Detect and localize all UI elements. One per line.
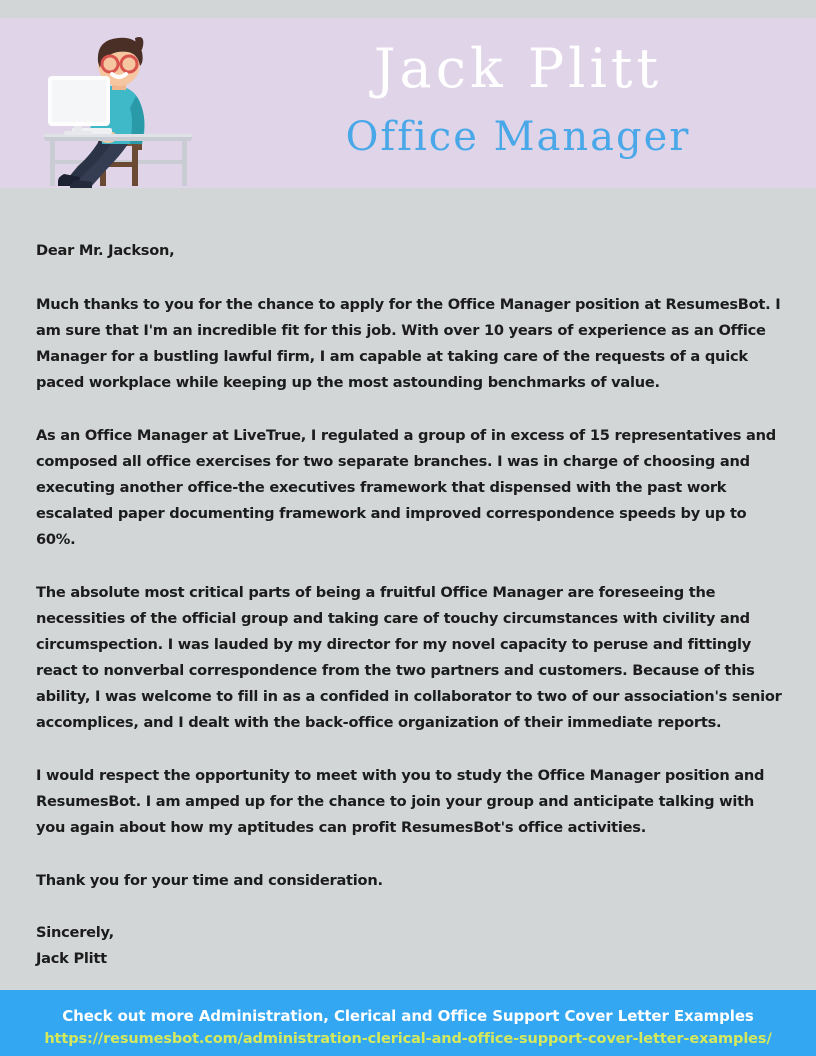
thank-you-line: Thank you for your time and consideration. xyxy=(36,872,383,889)
footer-banner xyxy=(0,990,816,1056)
salutation: Dear Mr. Jackson, xyxy=(36,242,175,259)
letter-paragraph: Much thanks to you for the chance to apply for the Office Manager position at ResumesBot. I am sure that I'm an incredible fit for this job. With over 10 years of experience as an Office Manager for a bustling lawful firm, I am capable at taking care of the requests of a quick paced workplace while keeping up the most astounding benchmarks of value. xyxy=(36,296,781,391)
footer-url-link[interactable]: https://resumesbot.com/administration-clerical-and-office-support-cover-letter-examples/ xyxy=(44,1031,772,1047)
cover-letter-body xyxy=(36,238,782,972)
job-title: Office Manager xyxy=(345,114,691,160)
letter-paragraph: I would respect the opportunity to meet with you to study the Office Manager position and ResumesBot. I am amped up for the chance to join your group and anticipate talking with you again about how my aptitudes can profit ResumesBot's office activities. xyxy=(36,767,765,836)
closing-block xyxy=(36,920,782,972)
page-title: Jack Plitt xyxy=(373,37,663,100)
header-band xyxy=(0,18,816,188)
letter-paragraph: The absolute most critical parts of being a fruitful Office Manager are foreseeing the necessities of the official group and taking care of touchy circumstances with civility and circumspection. I was lauded by my director for my novel capacity to peruse and fittingly react to nonverbal correspondence from the two partners and customers. Because of this ability, I was welcome to fill in as a confided in collaborator to two of our association's senior accomplices, and I dealt with the back-office organization of their immediate reports. xyxy=(36,584,782,731)
footer-title: Check out more Administration, Clerical and Office Support Cover Letter Examples xyxy=(62,1007,754,1025)
sign-off: Sincerely, xyxy=(36,924,114,941)
header-text-block xyxy=(220,18,816,188)
man-working-at-desk-illustration xyxy=(36,24,204,188)
letter-paragraph: As an Office Manager at LiveTrue, I regulated a group of in excess of 15 representatives and composed all office exercises for two separate branches. I was in charge of choosing and executing another office-the executives framework that dispensed with the past work escalated paper documenting framework and improved correspondence speeds by up to 60%. xyxy=(36,427,776,548)
signature-name: Jack Plitt xyxy=(36,950,107,967)
